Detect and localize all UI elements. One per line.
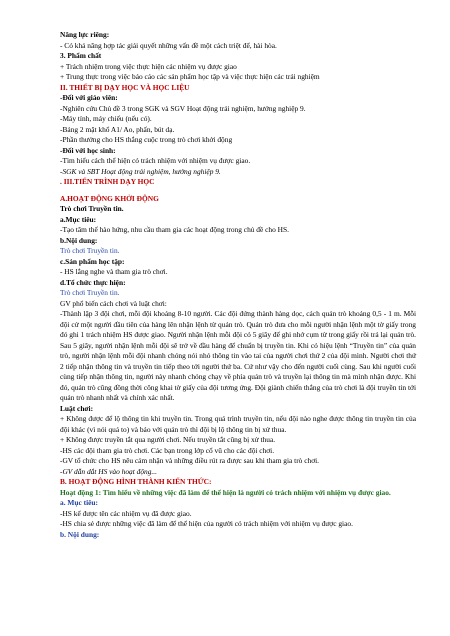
section-heading-hinh-thanh: B. HOẠT ĐỘNG HÌNH THÀNH KIẾN THỨC: — [60, 477, 212, 486]
subheading-noi-dung-2: b. Nội dung: — [60, 529, 100, 539]
section-heading-tien-trinh: . III.TIẾN TRÌNH DẠY HỌC — [60, 177, 155, 186]
text-line: - Có khả năng hợp tác giải quyết những vấn đề một cách triệt để, hài hòa. — [60, 40, 277, 50]
text-line: -GV tổ chức cho HS nêu cảm nhận và những điều rút ra được sau khi tham gia trò chơi. — [60, 456, 320, 465]
text-line: GV phổ biến cách chơi và luật chơi: — [60, 298, 167, 308]
text-line: Trò chơi Truyền tin. — [60, 246, 120, 255]
subheading-luat-choi: Luật chơi: — [60, 403, 94, 413]
section-heading-khoi-dong: A.HOẠT ĐỘNG KHỞI ĐỘNG — [60, 193, 159, 203]
subheading-san-pham: c.Sản phẩm học tập: — [60, 256, 125, 266]
game-rules-paragraph: -Thành lập 3 đội chơi, mỗi đội khoảng 8-10 người. Các đội đứng thành hàng dọc, cách quản trò khoảng 0,5 - 1 m. Mỗi đội cử một người đầu tiên của hàng lên nhận lệnh từ quản trò. Quản trò đưa cho mỗi người nhận lệnh một tờ giấy trong đó ghi 1 trách nhiệm HS được giao. Người nhận lệnh mỗi đội có 5 giây để ghi nhớ cụm từ trong giấy rồi trả lại quản trò. Sau 5 giây, người nhận lệnh mỗi đội sẽ trở về đầu hàng để chuẩn bị truyền tin. Khi có hiệu lệnh “Truyền tin” của quản trò, người nhận lệnh mỗi đội nhanh chóng nói nhỏ thông tin vào tai của người chơi thứ 2 của đội mình. Người chơi thứ 2 tiếp nhận thông tin và truyền tin tiếp theo tới người thứ ba. Cứ như vậy cho đến người cuối cùng. Sau khi người cuối cùng tiếp nhận thông tin, người này nhanh chóng chạy về phía quản trò và truyền lại thông tin mà mình nhận được. Khi đó, quản trò cũng đồng thời công khai tờ giấy của đội tương ứng. Đội giành chiến thắng của trò chơi là đội truyền tin tới quản trò nhanh nhất và chính xác nhất. — [60, 309, 416, 402]
subheading-muc-tieu-2: a. Mục tiêu: — [60, 498, 98, 507]
section-heading-thiet-bi: II. THIẾT BỊ DẠY HỌC VÀ HỌC LIỆU — [60, 82, 190, 92]
text-line: -Tạo tâm thế hào hứng, nhu cầu tham gia các hoạt động trong chủ đề cho HS. — [60, 225, 289, 234]
game-title: Trò chơi Truyền tin. — [60, 204, 124, 213]
subheading-muc-tieu: a.Mục tiêu: — [60, 214, 97, 224]
heading-nang-luc-rieng: Năng lực riêng: — [60, 30, 110, 39]
text-line: -HS kể được tên các nhiệm vụ đã được giao. — [60, 508, 192, 518]
rule-paragraph: + Không được để lộ thông tin khi truyền tin. Trong quá trình truyền tin, nếu đội nào nghe được thông tin truyền tin của đội khác (vì nói quá to) và báo với quản trò thì đội bị lộ thông tin bị xử thua. — [60, 414, 416, 434]
text-line: -SGK và SBT Hoạt động trải nghiệm, hướng nghiệp 9. — [60, 166, 221, 176]
text-line: + Không được truyền tắt qua người chơi. Nếu truyền tắt cũng bị xử thua. — [60, 435, 276, 444]
subheading-to-chuc: d.Tổ chức thực hiện: — [60, 277, 126, 287]
text-line: -Bảng 2 mặt khổ A1/ Ao, phấn, bút dạ. — [60, 124, 175, 134]
subheading-giao-vien: -Đối với giáo viên: — [60, 93, 118, 102]
subheading-hoc-sinh: -Đối với học sinh: — [60, 145, 116, 155]
text-line: -Tìm hiểu cách thể hiện có trách nhiệm với nhiệm vụ được giao. — [60, 156, 251, 165]
text-line: -Máy tính, máy chiếu (nếu có). — [60, 114, 152, 123]
subheading-noi-dung: b.Nội dung: — [60, 235, 98, 245]
text-line: Trò chơi Truyền tin. — [60, 288, 120, 297]
text-line: - HS lắng nghe và tham gia trò chơi. — [60, 267, 168, 276]
heading-pham-chat: 3. Phẩm chất — [60, 51, 102, 60]
text-line: -Nghiên cứu Chủ đề 3 trong SGK và SGV Hoạt động trải nghiệm, hướng nghiệp 9. — [60, 103, 306, 113]
activity-1-heading: Hoạt động 1: Tìm hiểu về những việc đã làm để thể hiện là người có trách nhiệm với nhiệm vụ được giao. — [60, 487, 391, 497]
text-line: -GV dẫn dắt HS vào hoạt động... — [60, 466, 157, 476]
text-line: -Phần thưởng cho HS thắng cuộc trong trò chơi khởi động — [60, 135, 233, 144]
text-line: -HS chia sẻ được những việc đã làm để thể hiện của người có trách nhiệm với nhiệm vụ được giao. — [60, 519, 353, 528]
text-line: + Trách nhiệm trong việc thực hiện các nhiệm vụ được giao — [60, 61, 237, 71]
text-line: + Trung thực trong việc báo cáo các sản phẩm học tập và việc thực hiện các trải nghiệm — [60, 72, 320, 81]
text-line: -HS các đội tham gia trò chơi. Các bạn trong lớp cổ vũ cho các đội chơi. — [60, 445, 275, 455]
